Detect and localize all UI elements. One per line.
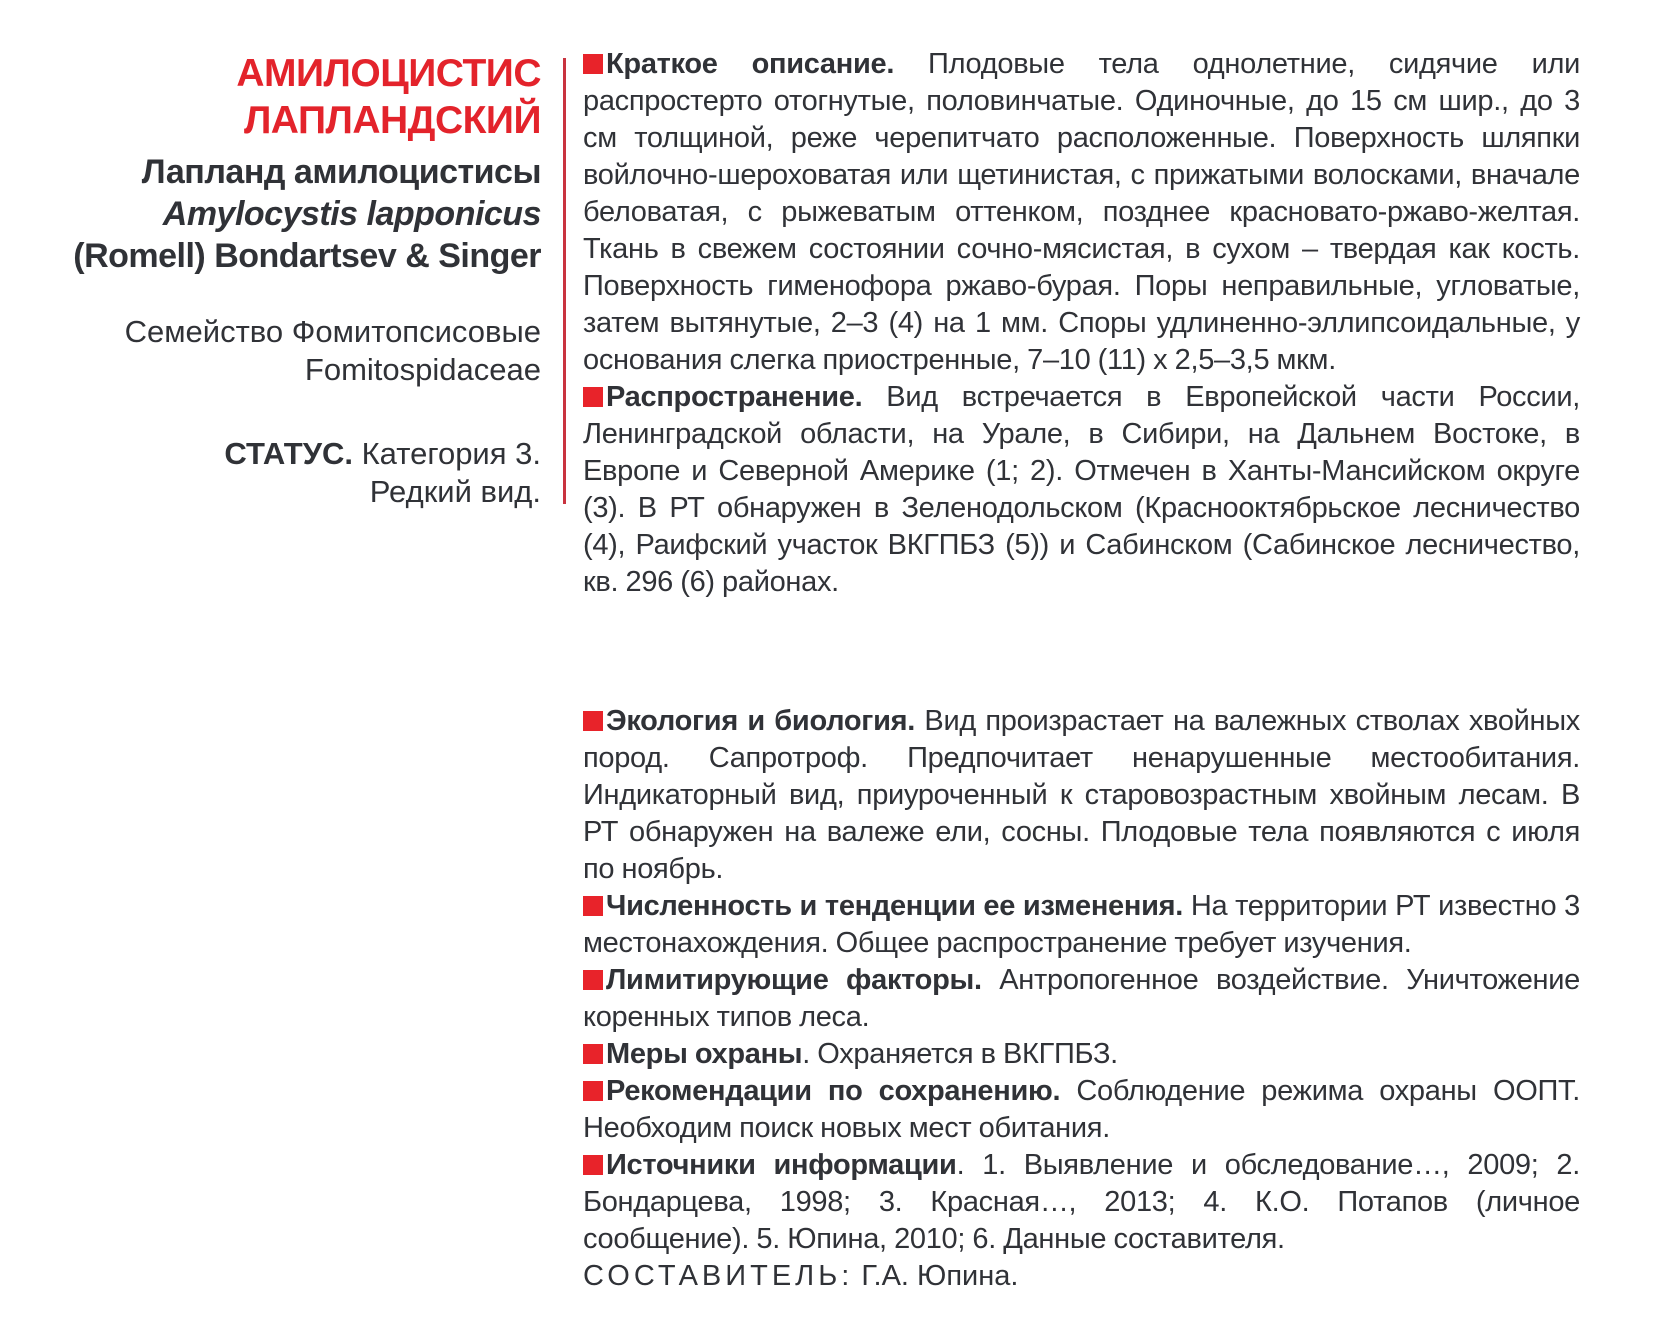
species-title-line2: ЛАПЛАНДСКИЙ [243, 99, 541, 142]
section-body: . Охраняется в ВКГПБЗ. [802, 1038, 1118, 1070]
section-heading: Меры охраны [606, 1038, 803, 1070]
section-protection-measures [583, 1036, 1580, 1073]
family-name-ru: Семейство Фомитопсисовые [124, 314, 541, 349]
status-line [0, 435, 541, 473]
section-body: Соблюдение режима охраны ООПТ. Необходим поиск новых мест обитания. [583, 1075, 1580, 1144]
section-limiting-factors [583, 962, 1580, 1036]
section-heading: Экология и биология. [606, 705, 915, 737]
section-heading: Лимитирующие факторы. [606, 964, 982, 996]
section-heading: Распространение. [606, 381, 863, 413]
text-block-top [583, 46, 1580, 601]
species-authority: (Romell) Bondartsev & Singer [73, 237, 541, 275]
text-block-bottom [583, 703, 1580, 1295]
description-column [583, 46, 1581, 1292]
section-heading: Источники информации [606, 1149, 957, 1181]
status-label: СТАТУС. [224, 436, 353, 471]
section-body: На территории РТ известно 3 местонахождения. Общее распространение требует изучения. [583, 890, 1580, 959]
status-rarity: Редкий вид. [369, 474, 541, 509]
section-body: Плодовые тела однолетние, сидячие или распростерто отогнутые, половинчатые. Одиночные, до 15 см шир., до 3 см толщиной, реже черепитчато расположенные. Поверхность шляпки войлочно-шероховатая или щетинистая, с прижатыми волосками, вначале беловатая, с рыжеватым оттенком, позднее красновато-ржаво-желтая. Ткань в свежем состоянии сочно-мясистая, в сухом – твердая как кость. Поверхность гименофора ржаво-бурая. Поры неправильные, угловатые, затем вытянутые, 2–3 (4) на 1 мм. Споры удлиненно-эллипсоидальные, у основания слегка приостренные, 7–10 (11) x 2,5–3,5 мкм. [583, 48, 1580, 376]
species-latin-name: Amylocystis lapponicus [162, 195, 541, 233]
section-bullet-icon [583, 54, 603, 74]
status-category: Категория 3. [353, 436, 541, 471]
compiler-name: Г.А. Юпина. [853, 1260, 1019, 1292]
species-common-name: Лапланд амилоцистисы [141, 153, 541, 191]
compiler-line [583, 1258, 1580, 1295]
section-bullet-icon [583, 1044, 603, 1064]
section-bullet-icon [583, 896, 603, 916]
section-population-trends [583, 888, 1580, 962]
section-heading: Рекомендации по сохранению. [606, 1075, 1061, 1107]
section-bullet-icon [583, 970, 603, 990]
family-name-latin: Fomitospidaceae [304, 352, 541, 387]
section-bullet-icon [583, 387, 603, 407]
section-distribution [583, 379, 1580, 601]
section-ecology-biology [583, 703, 1580, 888]
section-heading: Краткое описание. [606, 48, 895, 80]
section-bullet-icon [583, 1081, 603, 1101]
family-block [0, 313, 541, 389]
species-title-ru [0, 50, 541, 144]
species-header-column [0, 50, 541, 511]
section-heading: Численность и тенденции ее изменения. [606, 890, 1183, 922]
section-information-sources [583, 1147, 1580, 1258]
compiler-label: СОСТАВИТЕЛЬ: [583, 1260, 854, 1292]
section-bullet-icon [583, 1155, 603, 1175]
section-body: . 1. Выявление и обследование…, 2009; 2. Бондарцева, 1998; 3. Красная…, 2013; 4. К.О. Потапов (личное сообщение). 5. Юпина, 2010; 6. Данные составителя. [583, 1149, 1580, 1255]
status-block [0, 435, 541, 511]
section-bullet-icon [583, 711, 603, 731]
section-body: Вид встречается в Европейской части России, Ленинградской области, на Урале, в Сибири, на Дальнем Востоке, в Европе и Северной Америке (1; 2). Отмечен в Ханты-Мансийском округе (3). В РТ обнаружен в Зеленодольском (Краснооктябрьское лесничество (4), Раифский участок ВКГПБЗ (5)) и Сабинском (Сабинское лесничество, кв. 296 (6) районах. [583, 381, 1580, 598]
column-divider-rule [563, 58, 566, 504]
section-body: Антропогенное воздействие. Уничтожение коренных типов леса. [583, 964, 1580, 1033]
species-title-line1: АМИЛОЦИСТИС [236, 52, 541, 95]
section-brief-description [583, 46, 1580, 379]
section-conservation-recommendations [583, 1073, 1580, 1147]
section-body: Вид произрастает на валежных стволах хвойных пород. Сапротроф. Предпочитает ненарушенные местообитания. Индикаторный вид, приуроченный к старовозрастным хвойным лесам. В РТ обнаружен на валеже ели, сосны. Плодовые тела появляются с июля по ноябрь. [583, 705, 1581, 885]
